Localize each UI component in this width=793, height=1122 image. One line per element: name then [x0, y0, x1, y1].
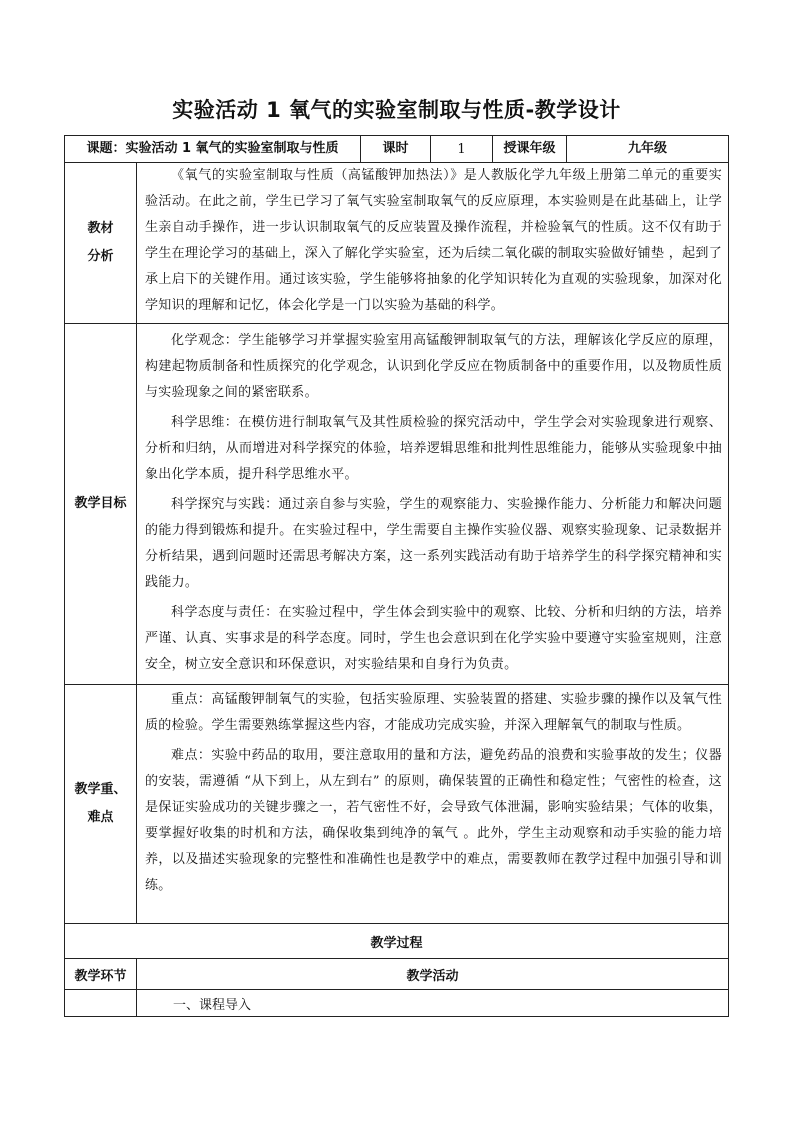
focus-key-points: 重点：高锰酸钾制氧气的实验，包括实验原理、实验装置的搭建、实验步骤的操作以及氧气性质的检验。学生需要熟练掌握这些内容，才能成功完成实验，并深入理解氧气的制取与性质。	[145, 692, 723, 733]
process-intro-stage-cell	[65, 990, 137, 1017]
process-intro-row	[65, 990, 729, 1017]
goals-label: 教学目标	[65, 324, 137, 685]
period-value: 1	[431, 136, 493, 163]
analysis-row	[65, 163, 729, 324]
focus-label-line1: 教学重、	[74, 782, 127, 797]
goal-paragraph-practice: 科学探究与实践：通过亲自参与实验，学生的观察能力、实验操作能力、分析能力和解决问题的能力得到锻炼和提升。在实验过程中，学生需要自主操作实验仪器、观察实验现象、记录数据并分析结果，遇到问题时还需思考解决方案，这一系列实践活动有助于培养学生的科学探究精神和实践能力。	[145, 497, 723, 590]
goal-paragraph-concept: 化学观念：学生能够学习并掌握实验室用高锰酸钾制取氧气的方法，理解该化学反应的原理，构建起物质制备和性质探究的化学观念，认识到化学反应在物质制备中的重要作用，以及物质性质与实验现象之间的紧密联系。	[145, 333, 723, 400]
goal-paragraph-attitude: 科学态度与责任：在实验过程中，学生体会到实验中的观察、比较、分析和归纳的方法，培养严谨、认真、实事求是的科学态度。同时，学生也会意识到在化学实验中要遵守实验室规则，注意安全，树立安全意识和环保意识，对实验结果和自身行为负责。	[145, 605, 723, 672]
process-section-title: 教学过程	[65, 924, 729, 959]
document-title: 实验活动 1 氧气的实验室制取与性质-教学设计	[172, 98, 621, 122]
analysis-label-line1: 教材	[87, 221, 114, 236]
goals-row	[65, 324, 729, 685]
col-stage-header: 教学环节	[65, 959, 137, 990]
focus-difficulties: 难点：实验中药品的取用，要注意取用的量和方法，避免药品的浪费和实验事故的发生；仪器的安装，需遵循 “从下到上，从左到右” 的原则，确保装置的正确性和稳定性；气密性的检查，这是保证实验成功的关键步骤之一，若气密性不好，会导致气体泄漏，影响实验结果；气体的收集，要掌握好收集的时机和方法，确保收集到纯净的氧气 。此外，学生主动观察和动手实验的能力培养，以及描述实验现象的完整性和准确性也是教学中的难点，需要教师在教学过程中加强引导和训练。	[145, 748, 723, 893]
focus-label-line2: 难点	[87, 810, 114, 825]
goals-content	[137, 324, 729, 685]
analysis-label-line2: 分析	[87, 249, 114, 264]
focus-row	[65, 685, 729, 924]
process-intro-text: 一、课程导入	[137, 990, 729, 1017]
col-activity-header: 教学活动	[137, 959, 729, 990]
analysis-content	[137, 163, 729, 324]
lesson-plan-table	[64, 135, 729, 1017]
grade-label: 授课年级	[493, 136, 567, 163]
process-columns-row	[65, 959, 729, 990]
process-section-row	[65, 924, 729, 959]
goal-paragraph-thinking: 科学思维：在模仿进行制取氧气及其性质检验的探究活动中，学生学会对实验现象进行观察、分析和归纳，从而增进对科学探究的体验，培养逻辑思维和批判性思维能力，能够从实验现象中抽象出化学本质，提升科学思维水平。	[145, 415, 723, 482]
analysis-label	[65, 163, 137, 324]
topic-label: 课题：实验活动 1 氧气的实验室制取与性质	[65, 136, 361, 163]
focus-label	[65, 685, 137, 924]
focus-content	[137, 685, 729, 924]
period-label: 课时	[361, 136, 431, 163]
grade-value: 九年级	[567, 136, 729, 163]
analysis-text: 《氧气的实验室制取与性质（高锰酸钾加热法）》是人教版化学九年级上册第二单元的重要实验活动。在此之前，学生已学习了氧气实验室制取氧气的反应原理，本实验则是在此基础上，让学生亲自动手操作，进一步认识制取氧气的反应装置及操作流程，并检验氧气的性质。这不仅有助于学生在理论学习的基础上，深入了解化学实验室，还为后续二氧化碳的制取实验做好铺垫 ，起到了承上启下的关键作用。通过该实验，学生能够将抽象的化学知识转化为直观的实验现象，加深对化学知识的理解和记忆，体会化学是一门以实验为基础的科学。	[145, 168, 723, 313]
header-row	[65, 136, 729, 163]
